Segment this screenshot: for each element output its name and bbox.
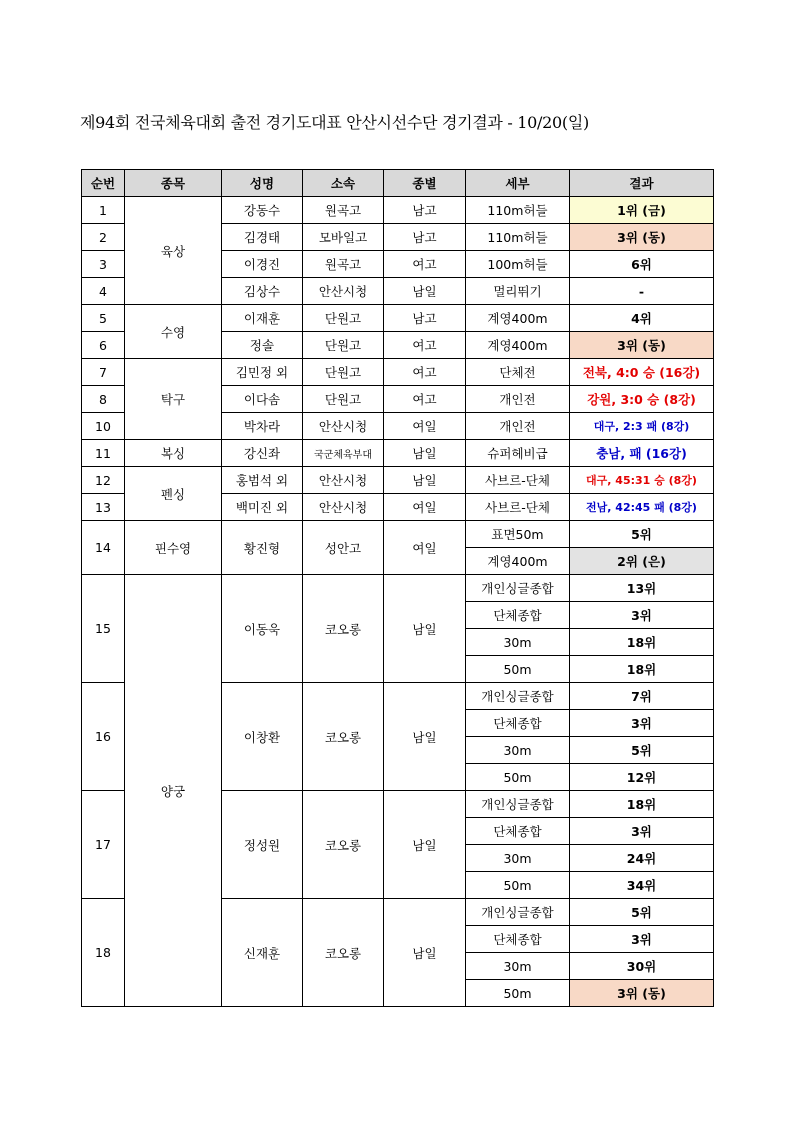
row-team: 안산시청 (303, 278, 384, 305)
row-name: 홍범석 외 (222, 467, 303, 494)
row-no: 16 (82, 683, 125, 791)
row-name: 신재훈 (222, 899, 303, 1007)
row-result: 18위 (570, 656, 714, 683)
row-event: 30m (466, 737, 570, 764)
row-result: 1위 (금) (570, 197, 714, 224)
row-event: 계영400m (466, 305, 570, 332)
row-event: 슈퍼헤비급 (466, 440, 570, 467)
row-event: 단체전 (466, 359, 570, 386)
row-no: 3 (82, 251, 125, 278)
row-name: 정솔 (222, 332, 303, 359)
row-name: 이재훈 (222, 305, 303, 332)
row-name: 강동수 (222, 197, 303, 224)
row-event: 100m허들 (466, 251, 570, 278)
row-event: 멀리뛰기 (466, 278, 570, 305)
row-result: 12위 (570, 764, 714, 791)
row-result: 3위 (570, 710, 714, 737)
row-team: 안산시청 (303, 494, 384, 521)
row-event: 30m (466, 953, 570, 980)
row-name: 이창환 (222, 683, 303, 791)
row-division: 여고 (384, 359, 466, 386)
row-team: 안산시청 (303, 467, 384, 494)
row-division: 여일 (384, 413, 466, 440)
row-result: 3위 (570, 602, 714, 629)
row-result: 13위 (570, 575, 714, 602)
row-result: 30위 (570, 953, 714, 980)
row-team: 모바일고 (303, 224, 384, 251)
row-no: 10 (82, 413, 125, 440)
sport-cell-boxing: 복싱 (125, 440, 222, 467)
row-event: 계영400m (466, 332, 570, 359)
table-row (82, 359, 714, 386)
row-no: 6 (82, 332, 125, 359)
row-name: 이경진 (222, 251, 303, 278)
row-team: 단원고 (303, 332, 384, 359)
row-result: 3위 (동) (570, 332, 714, 359)
row-division: 남고 (384, 224, 466, 251)
sport-cell-fin-swimming: 핀수영 (125, 521, 222, 575)
sport-cell-archery: 양궁 (125, 575, 222, 1007)
row-result: 7위 (570, 683, 714, 710)
table-header-row (82, 170, 714, 197)
header-sport: 종목 (125, 170, 222, 197)
results-table (81, 169, 714, 1007)
row-no: 18 (82, 899, 125, 1007)
row-no: 11 (82, 440, 125, 467)
table-row (82, 521, 714, 548)
row-division: 남일 (384, 278, 466, 305)
row-event: 50m (466, 764, 570, 791)
row-team: 단원고 (303, 305, 384, 332)
row-division: 남일 (384, 791, 466, 899)
row-event: 개인전 (466, 386, 570, 413)
row-result: 전북, 4:0 승 (16강) (570, 359, 714, 386)
row-event: 개인싱글종합 (466, 683, 570, 710)
row-event: 50m (466, 980, 570, 1007)
row-event: 사브르-단체 (466, 467, 570, 494)
row-result: 18위 (570, 791, 714, 818)
header-event: 세부 (466, 170, 570, 197)
row-division: 여고 (384, 386, 466, 413)
row-no: 7 (82, 359, 125, 386)
row-result: 3위 (동) (570, 980, 714, 1007)
row-name: 김경태 (222, 224, 303, 251)
row-team: 단원고 (303, 386, 384, 413)
row-result: 2위 (은) (570, 548, 714, 575)
row-event: 개인싱글종합 (466, 791, 570, 818)
header-division: 종별 (384, 170, 466, 197)
row-result: 5위 (570, 737, 714, 764)
row-event: 개인싱글종합 (466, 575, 570, 602)
row-result: 3위 (동) (570, 224, 714, 251)
row-result: 대구, 45:31 승 (8강) (570, 467, 714, 494)
row-team: 코오롱 (303, 575, 384, 683)
row-team: 국군체육부대 (303, 440, 384, 467)
row-event: 50m (466, 656, 570, 683)
row-division: 남일 (384, 899, 466, 1007)
header-team: 소속 (303, 170, 384, 197)
row-name: 김민정 외 (222, 359, 303, 386)
row-result: 6위 (570, 251, 714, 278)
row-division: 여고 (384, 332, 466, 359)
header-name: 성명 (222, 170, 303, 197)
table-row (82, 467, 714, 494)
sport-cell-athletics: 육상 (125, 197, 222, 305)
row-no: 4 (82, 278, 125, 305)
row-result: 대구, 2:3 패 (8강) (570, 413, 714, 440)
row-name: 김상수 (222, 278, 303, 305)
row-division: 남고 (384, 197, 466, 224)
row-event: 사브르-단체 (466, 494, 570, 521)
table-row (82, 440, 714, 467)
row-no: 14 (82, 521, 125, 575)
table-row (82, 575, 714, 602)
row-event: 단체종합 (466, 602, 570, 629)
row-name: 황진형 (222, 521, 303, 575)
row-no: 2 (82, 224, 125, 251)
row-event: 계영400m (466, 548, 570, 575)
row-no: 15 (82, 575, 125, 683)
row-event: 개인전 (466, 413, 570, 440)
row-result: 3위 (570, 926, 714, 953)
row-name: 박차라 (222, 413, 303, 440)
row-result: 24위 (570, 845, 714, 872)
row-event: 단체종합 (466, 818, 570, 845)
row-name: 정성원 (222, 791, 303, 899)
row-event: 단체종합 (466, 926, 570, 953)
row-division: 남고 (384, 305, 466, 332)
row-event: 표면50m (466, 521, 570, 548)
row-team: 코오롱 (303, 683, 384, 791)
row-result: - (570, 278, 714, 305)
row-result: 3위 (570, 818, 714, 845)
table-row (82, 305, 714, 332)
row-team: 단원고 (303, 359, 384, 386)
row-division: 남일 (384, 683, 466, 791)
row-team: 코오롱 (303, 791, 384, 899)
row-division: 남일 (384, 467, 466, 494)
row-team: 원곡고 (303, 251, 384, 278)
row-no: 5 (82, 305, 125, 332)
row-division: 여일 (384, 494, 466, 521)
row-division: 여일 (384, 521, 466, 575)
row-no: 13 (82, 494, 125, 521)
row-result: 5위 (570, 521, 714, 548)
header-no: 순번 (82, 170, 125, 197)
sport-cell-swimming: 수영 (125, 305, 222, 359)
row-result: 4위 (570, 305, 714, 332)
row-name: 이동욱 (222, 575, 303, 683)
row-event: 110m허들 (466, 224, 570, 251)
row-result: 강원, 3:0 승 (8강) (570, 386, 714, 413)
row-result: 34위 (570, 872, 714, 899)
row-name: 이다솜 (222, 386, 303, 413)
row-name: 강신좌 (222, 440, 303, 467)
row-result: 충남, 패 (16강) (570, 440, 714, 467)
header-result: 결과 (570, 170, 714, 197)
row-result: 18위 (570, 629, 714, 656)
row-no: 12 (82, 467, 125, 494)
row-event: 개인싱글종합 (466, 899, 570, 926)
row-team: 안산시청 (303, 413, 384, 440)
table-row (82, 197, 714, 224)
row-team: 원곡고 (303, 197, 384, 224)
row-result: 전남, 42:45 패 (8강) (570, 494, 714, 521)
row-no: 1 (82, 197, 125, 224)
page-title: 제94회 전국체육대회 출전 경기도대표 안산시선수단 경기결과 - 10/20(일) (80, 113, 589, 132)
row-no: 17 (82, 791, 125, 899)
row-division: 여고 (384, 251, 466, 278)
sport-cell-table-tennis: 탁구 (125, 359, 222, 440)
row-team: 성안고 (303, 521, 384, 575)
row-result: 5위 (570, 899, 714, 926)
row-division: 남일 (384, 575, 466, 683)
row-team: 코오롱 (303, 899, 384, 1007)
row-event: 30m (466, 629, 570, 656)
row-no: 8 (82, 386, 125, 413)
sport-cell-fencing: 펜싱 (125, 467, 222, 521)
row-division: 남일 (384, 440, 466, 467)
row-event: 50m (466, 872, 570, 899)
row-event: 단체종합 (466, 710, 570, 737)
row-name: 백미진 외 (222, 494, 303, 521)
row-event: 110m허들 (466, 197, 570, 224)
row-event: 30m (466, 845, 570, 872)
